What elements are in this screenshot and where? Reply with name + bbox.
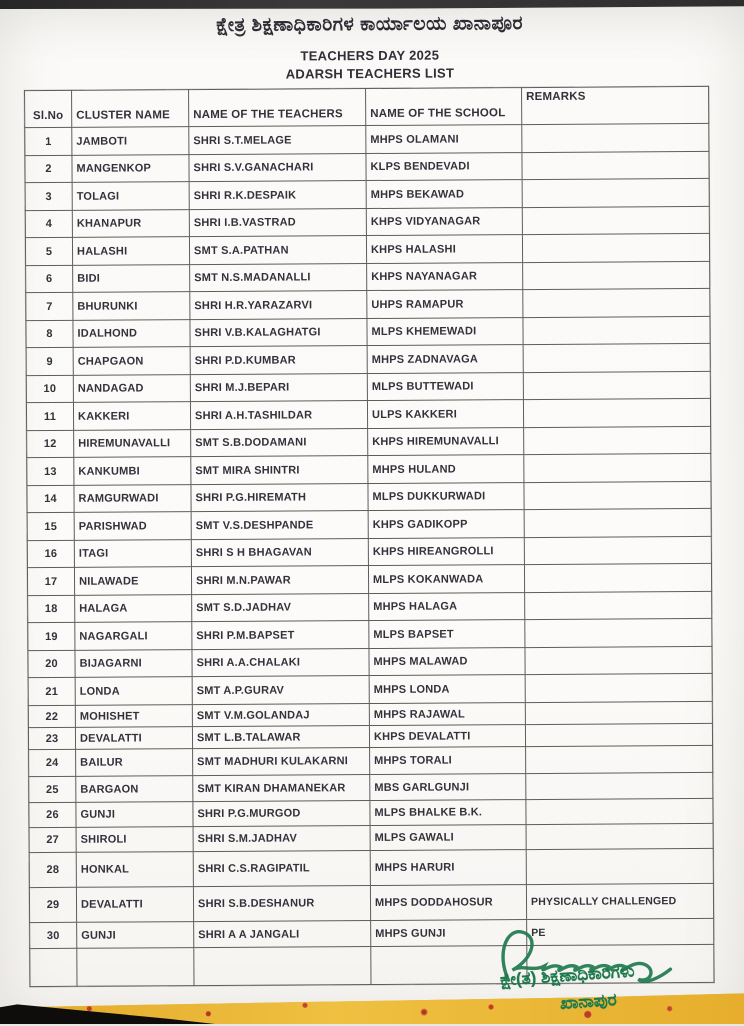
cell-cluster: GUNJI	[77, 922, 194, 949]
cell-school: ULPS KAKKERI	[367, 400, 523, 429]
cell-teacher: SHRI A A JANGALI	[194, 921, 371, 948]
teachers-table-header	[25, 86, 709, 127]
cell-teacher: SMT V.M.GOLANDAJ	[192, 704, 369, 727]
cell-school: MHPS HARURI	[370, 850, 526, 886]
cell-sl: 15	[27, 512, 74, 540]
cell-school: KHPS GADIKOPP	[368, 510, 524, 539]
cell-cluster: BIDI	[73, 265, 190, 293]
cell-cluster: NILAWADE	[74, 567, 191, 596]
table-row	[27, 563, 711, 595]
cell-school: KHPS NAYANAGAR	[367, 263, 523, 291]
cell-school: MHPS HULAND	[368, 455, 524, 484]
cell-cluster: DEVALATTI	[75, 727, 192, 750]
cell-school: MHPS ZADNAVAGA	[367, 345, 523, 374]
cell-cluster: CHAPGAON	[73, 347, 190, 376]
stamp-designation-kannada: ಕ್ಷೇ(ತ) ಶಿಕ್ಷಣಾಧಿಕಾರಿಗಳು	[499, 961, 636, 990]
table-row	[29, 883, 713, 922]
document-title: TEACHERS DAY 2025	[300, 47, 440, 64]
cell-teacher: SMT A.P.GURAV	[192, 676, 369, 705]
cell-empty	[194, 947, 371, 986]
cell-sl: 30	[30, 922, 77, 948]
cell-teacher: SHRI A.H.TASHILDAR	[190, 401, 367, 430]
cell-teacher: SHRI A.A.CHALAKI	[192, 649, 369, 677]
cell-remarks	[526, 848, 713, 884]
cell-teacher: SHRI C.S.RAGIPATIL	[193, 851, 370, 887]
teachers-table	[24, 86, 714, 987]
table-row	[28, 618, 712, 650]
cell-school: MLPS BHALKE B.K.	[370, 800, 526, 826]
table-row	[26, 371, 710, 402]
cell-teacher: SHRI M.N.PAWAR	[191, 566, 368, 595]
cell-teacher: SMT KIRAN DHAMANEKAR	[193, 775, 370, 802]
cell-teacher: SMT MADHURI KULAKARNI	[193, 748, 370, 776]
column-header-teacher: NAME OF THE TEACHERS	[189, 89, 366, 127]
cell-teacher: SHRI V.B.KALAGHATGI	[190, 319, 367, 347]
cell-school: MLPS GAWALI	[370, 825, 526, 851]
cell-sl: 12	[27, 430, 74, 457]
cell-cluster: KAKKERI	[73, 402, 190, 431]
cell-school: MHPS LONDA	[369, 675, 525, 704]
cell-remarks	[526, 798, 713, 824]
cell-remarks	[522, 206, 709, 234]
cell-cluster: MANGENKOP	[72, 155, 189, 183]
cell-cluster: HALAGA	[75, 595, 192, 623]
cell-cluster: MOHISHET	[75, 705, 192, 728]
stamp-place-kannada: ಖಾನಾಪುರ	[559, 990, 618, 1013]
cell-sl: 7	[26, 292, 73, 320]
cell-sl: 18	[28, 595, 75, 622]
cell-sl: 2	[25, 155, 72, 182]
cell-sl: 14	[27, 485, 74, 512]
cell-cluster: DEVALATTI	[76, 887, 193, 923]
table-row	[26, 261, 710, 292]
cell-sl: 3	[25, 182, 72, 210]
cell-sl: 8	[26, 320, 73, 347]
cell-teacher: SMT L.B.TALAWAR	[192, 726, 369, 749]
table-row	[29, 745, 713, 776]
cell-sl: 1	[25, 127, 72, 155]
cell-teacher: SHRI P.G.MURGOD	[193, 801, 370, 827]
cell-cluster: NAGARGALI	[75, 622, 192, 651]
table-row	[25, 206, 709, 237]
cell-cluster: ITAGI	[74, 540, 191, 568]
cell-school: MHPS HALAGA	[369, 593, 525, 621]
table-row	[25, 178, 709, 210]
cell-sl: 23	[28, 727, 75, 749]
table-row	[25, 123, 709, 155]
cell-teacher: SMT N.S.MADANALLI	[190, 264, 367, 292]
cell-school: UHPS RAMAPUR	[367, 290, 523, 319]
cell-remarks	[525, 591, 712, 619]
cell-remarks	[524, 536, 711, 564]
cell-school: KHPS DEVALATTI	[369, 725, 525, 748]
cell-remarks	[526, 772, 713, 799]
table-row	[28, 591, 712, 622]
cell-sl: 16	[27, 540, 74, 567]
cell-remarks	[523, 343, 710, 372]
cell-teacher: SMT MIRA SHINTRI	[191, 456, 368, 485]
cell-cluster: HIREMUNAVALLI	[74, 430, 191, 458]
cell-remarks	[526, 823, 713, 849]
table-row	[25, 233, 709, 265]
cell-sl: 10	[26, 375, 73, 402]
cell-cluster: GUNJI	[76, 802, 193, 828]
table-row	[27, 453, 711, 485]
cell-remarks	[523, 316, 710, 344]
cell-sl: 20	[28, 650, 75, 677]
cell-sl: 4	[25, 210, 72, 237]
cell-cluster: JAMBOTI	[72, 127, 189, 156]
cell-cluster: PARISHWAD	[74, 512, 191, 541]
cell-remarks	[522, 151, 709, 179]
cell-school: MHPS GUNJI	[371, 920, 527, 947]
cell-cluster: BIJAGARNI	[75, 650, 192, 678]
cell-teacher: SMT S.A.PATHAN	[189, 236, 366, 265]
cell-teacher: SHRI S.V.GANACHARI	[189, 154, 366, 182]
cell-teacher: SHRI P.M.BAPSET	[192, 621, 369, 650]
cell-remarks	[523, 371, 710, 399]
cell-cluster: SHIROLI	[76, 827, 193, 853]
table-row	[26, 398, 710, 430]
cell-cluster: LONDA	[75, 677, 192, 706]
cell-cluster: KANKUMBI	[74, 457, 191, 486]
cell-remarks	[522, 233, 709, 262]
cell-teacher: SHRI P.D.KUMBAR	[190, 346, 367, 375]
column-header-cluster: CLUSTER NAME	[72, 90, 189, 128]
cell-sl: 29	[29, 887, 76, 922]
cell-school: MHPS BEKAWAD	[366, 180, 522, 209]
cell-cluster: HONKAL	[76, 852, 193, 888]
office-header-kannada: ಕ್ಷೇತ್ರ ಶಿಕ್ಷಣಾಧಿಕಾರಿಗಳ ಕಾರ್ಯಾಲಯ ಖಾನಾಪೂರ	[216, 13, 524, 36]
cell-school: MHPS TORALI	[370, 747, 526, 775]
cell-sl: 24	[29, 749, 76, 776]
cell-sl: 28	[29, 852, 76, 887]
cell-remarks	[525, 646, 712, 674]
cell-teacher: SHRI I.B.VASTRAD	[189, 209, 366, 237]
cell-remarks	[524, 508, 711, 537]
table-row	[27, 508, 711, 540]
cell-sl: 6	[26, 265, 73, 292]
cell-cluster: HALASHI	[72, 237, 189, 266]
cell-empty	[30, 948, 77, 986]
cell-school: MHPS RAJAWAL	[369, 703, 525, 726]
cell-remarks	[522, 123, 709, 152]
cell-teacher: SHRI S.T.MELAGE	[189, 126, 366, 155]
cell-school: MLPS BAPSET	[369, 620, 525, 649]
cell-teacher: SHRI P.G.HIREMATH	[191, 484, 368, 512]
cell-remarks: PHYSICALLY CHALLENGED	[526, 883, 713, 919]
cell-sl: 17	[27, 567, 74, 595]
column-header-school: NAME OF THE SCHOOL	[366, 88, 522, 126]
cell-school: KHPS VIDYANAGAR	[366, 208, 522, 236]
teachers-table-body	[25, 123, 714, 986]
table-row	[25, 151, 709, 182]
cell-cluster: IDALHOND	[73, 320, 190, 348]
cell-cluster: NANDAGAD	[73, 375, 190, 403]
column-header-slno: Sl.No	[25, 90, 72, 127]
table-row	[26, 316, 710, 347]
cell-remarks	[526, 745, 713, 773]
cell-school: MLPS BUTTEWADI	[367, 373, 523, 401]
document-subtitle: ADARSH TEACHERS LIST	[285, 65, 455, 82]
cell-school: MBS GARLGUNJI	[370, 774, 526, 801]
cell-remarks: PE	[527, 918, 714, 945]
cell-sl: 26	[29, 802, 76, 827]
cell-sl: 13	[27, 457, 74, 485]
table-row	[27, 481, 711, 512]
cell-sl: 5	[25, 237, 72, 265]
cell-remarks	[525, 618, 712, 647]
cell-cluster: BHURUNKI	[73, 292, 190, 321]
cell-remarks	[524, 426, 711, 454]
table-row	[27, 426, 711, 457]
table-row	[29, 848, 713, 887]
cell-school: MLPS KOKANWADA	[368, 565, 524, 594]
cell-sl: 11	[26, 402, 73, 430]
table-row	[26, 288, 710, 320]
cell-teacher: SMT S.B.DODAMANI	[191, 429, 368, 457]
cell-remarks	[525, 723, 712, 746]
cell-sl: 9	[26, 347, 73, 375]
cell-teacher: SMT V.S.DESHPANDE	[191, 511, 368, 540]
cell-cluster: TOLAGI	[72, 182, 189, 211]
cell-school: MLPS KHEMEWADI	[367, 318, 523, 346]
cell-remarks	[525, 673, 712, 702]
cell-cluster: RAMGURWADI	[74, 485, 191, 513]
cell-remarks	[524, 481, 711, 509]
cell-sl: 19	[28, 622, 75, 650]
cell-school: KLPS BENDEVADI	[366, 153, 522, 181]
cell-teacher: SHRI S.M.JADHAV	[193, 826, 370, 852]
column-header-remarks: REMARKS	[522, 86, 709, 124]
cell-teacher: SHRI R.K.DESPAIK	[189, 181, 366, 210]
cell-school: KHPS HIREANGROLLI	[368, 538, 524, 566]
cell-cluster: KHANAPUR	[72, 210, 189, 238]
cell-teacher: SHRI S.B.DESHANUR	[193, 886, 370, 922]
cell-remarks	[522, 178, 709, 207]
cell-remarks	[523, 288, 710, 317]
cell-school: MLPS DUKKURWADI	[368, 483, 524, 511]
cell-sl: 22	[28, 705, 75, 727]
cell-sl: 21	[28, 677, 75, 705]
cell-sl: 25	[29, 776, 76, 802]
cell-teacher: SMT S.D.JADHAV	[192, 594, 369, 622]
cell-cluster: BARGAON	[76, 776, 193, 803]
cell-remarks	[523, 398, 710, 427]
cell-school: MHPS OLAMANI	[366, 125, 522, 154]
cell-sl: 27	[29, 827, 76, 852]
table-row	[28, 646, 712, 677]
cell-school: MHPS DODDAHOSUR	[370, 885, 526, 921]
cell-cluster: BAILUR	[76, 749, 193, 777]
cell-empty	[77, 948, 194, 987]
table-row	[26, 343, 710, 375]
cell-teacher: SHRI M.J.BEPARI	[190, 374, 367, 402]
table-row	[28, 673, 712, 705]
cell-school: MHPS MALAWAD	[369, 648, 525, 676]
cell-remarks	[524, 453, 711, 482]
cell-school: KHPS HIREMUNAVALLI	[368, 428, 524, 456]
cell-school: KHPS HALASHI	[366, 235, 522, 264]
cell-remarks	[524, 563, 711, 592]
cell-remarks	[523, 261, 710, 289]
cell-teacher: SHRI H.R.YARAZARVI	[190, 291, 367, 320]
table-row	[27, 536, 711, 567]
cell-teacher: SHRI S H BHAGAVAN	[191, 539, 368, 567]
cell-remarks	[525, 701, 712, 724]
